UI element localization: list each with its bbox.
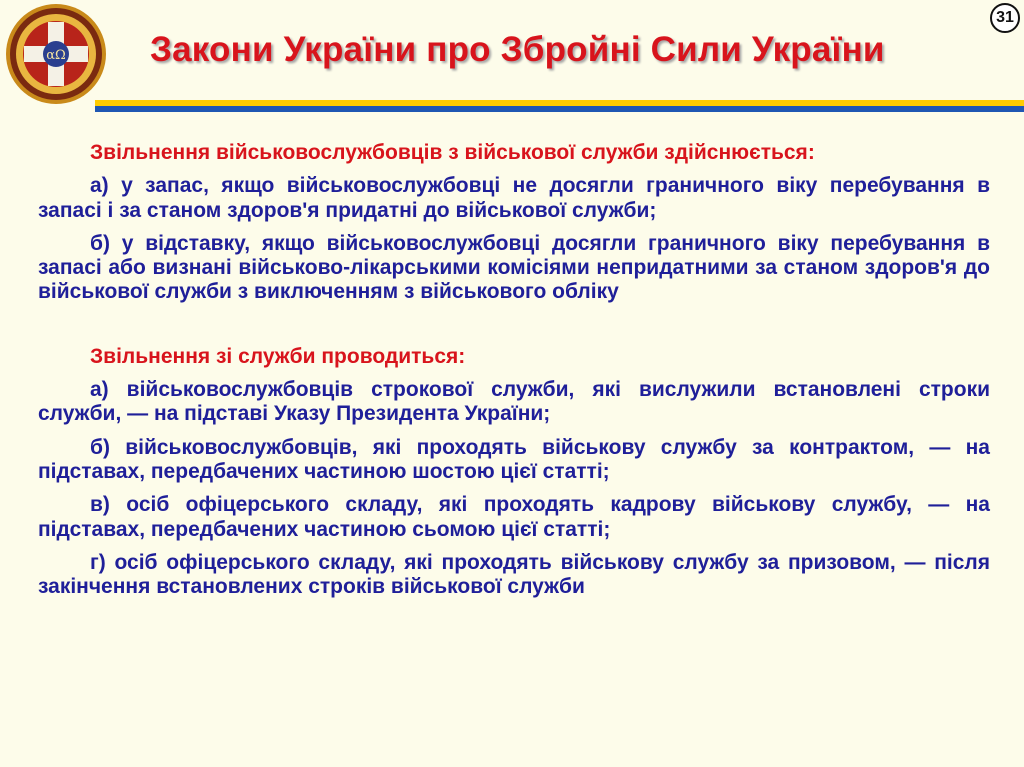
slide-header	[0, 0, 1024, 108]
slide-body	[38, 141, 990, 608]
section1-heading: Звільнення військовослужбовців з військової служби здійснюється:	[90, 141, 815, 164]
emblem-letters: αΩ	[46, 48, 66, 63]
section2-heading: Звільнення зі служби проводиться:	[90, 344, 466, 368]
page-number-badge: 31	[990, 3, 1020, 33]
academy-emblem-icon	[4, 2, 108, 106]
flag-stripe-blue	[95, 106, 1024, 112]
section2-item-c: в) осіб офіцерського складу, які проходять кадрову військову службу, — на підставах, передбачених частиною сьомою цієї статті;	[38, 493, 990, 541]
section2-item-d: г) осіб офіцерського складу, які проходять військову службу за призовом, — після закінчення встановлених строків військової служби	[38, 550, 990, 599]
slide-title: Закони України про Збройні Сили України	[150, 30, 885, 69]
section1-item-b: б) у відставку, якщо військовослужбовці досягли граничного віку перебування в запасі або визнані військово-лікарськими комісіями непридатними за станом здоров'я до військової служби з виключенням з військового обліку	[38, 231, 990, 304]
section1-item-a: а) у запас, якщо військовослужбовці не досягли граничного віку перебування в запасі і за станом здоров'я придатні до військової служби;	[38, 174, 990, 222]
section-gap	[38, 314, 990, 345]
section2-item-b: б) військовослужбовців, які проходять військову службу за контрактом, — на підставах, передбачених частиною шостою цієї статті;	[38, 435, 990, 483]
section2-item-a: а) військовослужбовців строкової служби, які вислужили встановлені строки служби, — на підставі Указу Президента України;	[38, 378, 990, 426]
